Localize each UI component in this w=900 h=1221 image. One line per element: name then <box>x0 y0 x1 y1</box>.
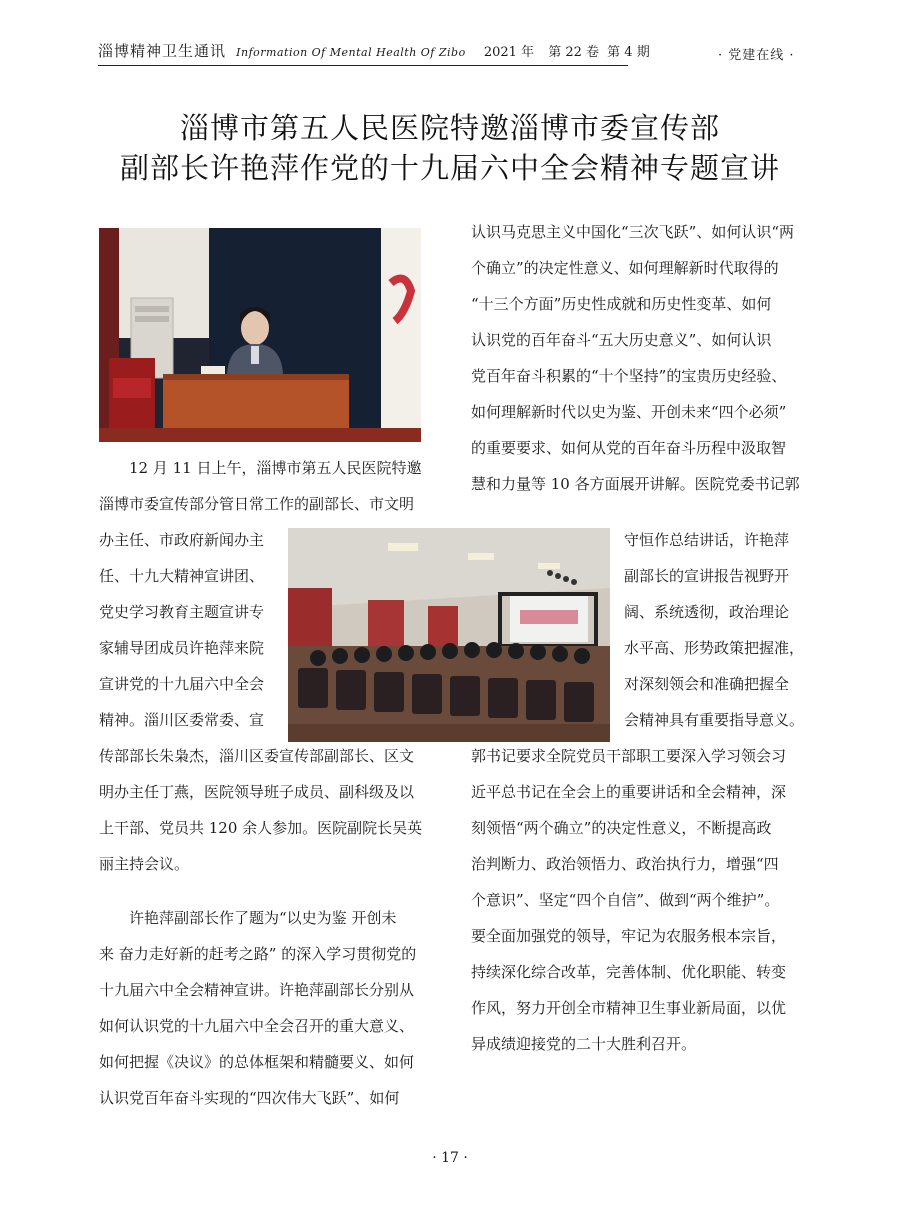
text-line: 个确立”的决定性意义、如何理解新时代取得的 <box>471 259 779 277</box>
body-text-left-mid <box>99 738 422 882</box>
body-text-left-top <box>99 450 421 522</box>
text-line: 如何认识党的十九届六中全会召开的重大意义、 <box>99 1017 415 1035</box>
text-line: 12 月 11 日上午，淄博市第五人民医院特邀 <box>99 459 422 477</box>
text-line: 来 奋力走好新的赶考之路” 的深入学习贯彻党的 <box>99 945 417 963</box>
text-line: 认识党的百年奋斗“五大历史意义”、如何认识 <box>471 331 772 349</box>
title-line-2: 副部长许艳萍作党的十九届六中全会精神专题宣讲 <box>119 151 780 185</box>
text-line: 守恒作总结讲话，许艳萍 <box>624 531 790 549</box>
text-line: 党百年奋斗积累的“十个坚持”的宝贵历史经验、 <box>471 367 787 385</box>
journal-issue: 第 4 期 <box>607 45 650 60</box>
text-line: “十三个方面”历史性成就和历史性变革、如何 <box>471 295 772 313</box>
speaker-photo <box>99 228 421 442</box>
text-line: 治判断力、政治领悟力、政治执行力，增强“四 <box>471 855 779 873</box>
text-line: 副部长的宣讲报告视野开 <box>624 567 790 585</box>
text-line: 会精神具有重要指导意义。 <box>624 711 805 729</box>
text-line: 丽主持会议。 <box>99 855 190 873</box>
text-line: 郭书记要求全院党员干部职工要深入学习领会习 <box>471 747 787 765</box>
journal-name: 淄博精神卫生通讯 <box>98 42 227 60</box>
journal-year: 2021 年 <box>483 45 535 60</box>
text-line: 近平总书记在全会上的重要讲话和全会精神，深 <box>471 783 787 801</box>
journal-english-name: Information Of Mental Health Of Zibo <box>236 46 466 59</box>
text-line: 持续深化综合改革，完善体制、优化职能、转变 <box>471 963 787 981</box>
page-number: · 17 · <box>432 1150 468 1166</box>
text-line: 如何把握《决议》的总体框架和精髓要义、如何 <box>99 1053 415 1071</box>
text-line: 刻领悟“两个确立”的决定性意义，不断提高政 <box>471 819 772 837</box>
text-line: 宣讲党的十九届六中全会 <box>99 675 265 693</box>
journal-volume: 第 22 卷 <box>548 45 600 60</box>
text-line: 水平高、形势政策把握准， <box>624 639 805 657</box>
text-line: 任、十九大精神宣讲团、 <box>99 567 265 585</box>
text-line: 家辅导团成员许艳萍来院 <box>99 639 265 657</box>
text-line: 作风，努力开创全市精神卫生事业新局面，以优 <box>471 999 787 1017</box>
text-line: 认识党百年奋斗实现的“四次伟大飞跃”、如何 <box>99 1089 400 1107</box>
text-line: 阔、系统透彻，政治理论 <box>624 603 790 621</box>
speaker-photo-illustration <box>99 228 421 442</box>
text-line: 的重要要求、如何从党的百年奋斗历程中汲取智 <box>471 439 787 457</box>
audience-photo-illustration <box>288 528 610 742</box>
running-header <box>98 40 650 66</box>
article-title <box>0 108 900 188</box>
text-line: 明办主任丁燕，医院领导班子成员、副科级及以 <box>99 783 415 801</box>
text-line: 上干部、党员共 120 余人参加。医院副院长吴英 <box>99 819 423 837</box>
text-line: 异成绩迎接党的二十大胜利召开。 <box>471 1035 697 1053</box>
text-line: 党史学习教育主题宣讲专 <box>99 603 265 621</box>
text-line: 办主任、市政府新闻办主 <box>99 531 265 549</box>
text-line: 慧和力量等 10 各方面展开讲解。医院党委书记郭 <box>471 475 800 493</box>
body-text-left-bottom <box>99 900 416 1116</box>
text-line: 个意识”、坚定“四个自信”、做到“两个维护”。 <box>471 891 780 909</box>
text-line: 许艳萍副部长作了题为“以史为鉴 开创未 <box>99 909 397 927</box>
body-text-left-wrap <box>99 522 264 738</box>
text-line: 认识马克思主义中国化“三次飞跃”、如何认识“两 <box>471 223 795 241</box>
body-text-right-wrap <box>624 522 804 738</box>
text-line: 传部部长朱枭杰，淄川区委宣传部副部长、区文 <box>99 747 415 765</box>
text-line: 十九届六中全会精神宣讲。许艳萍副部长分别从 <box>99 981 415 999</box>
text-line: 如何理解新时代以史为鉴、开创未来“四个必须” <box>471 403 787 421</box>
text-line: 精神。淄川区委常委、宣 <box>99 711 265 729</box>
audience-photo <box>288 528 610 742</box>
title-line-1: 淄博市第五人民医院特邀淄博市委宣传部 <box>179 111 720 145</box>
text-line: 淄博市委宣传部分管日常工作的副部长、市文明 <box>99 495 415 513</box>
body-text-right-bottom <box>471 738 786 1062</box>
body-text-right-top <box>471 214 800 502</box>
text-line: 要全面加强党的领导，牢记为农服务根本宗旨， <box>471 927 787 945</box>
text-line: 对深刻领会和准确把握全 <box>624 675 790 693</box>
section-label: · 党建在线 · <box>718 48 795 63</box>
